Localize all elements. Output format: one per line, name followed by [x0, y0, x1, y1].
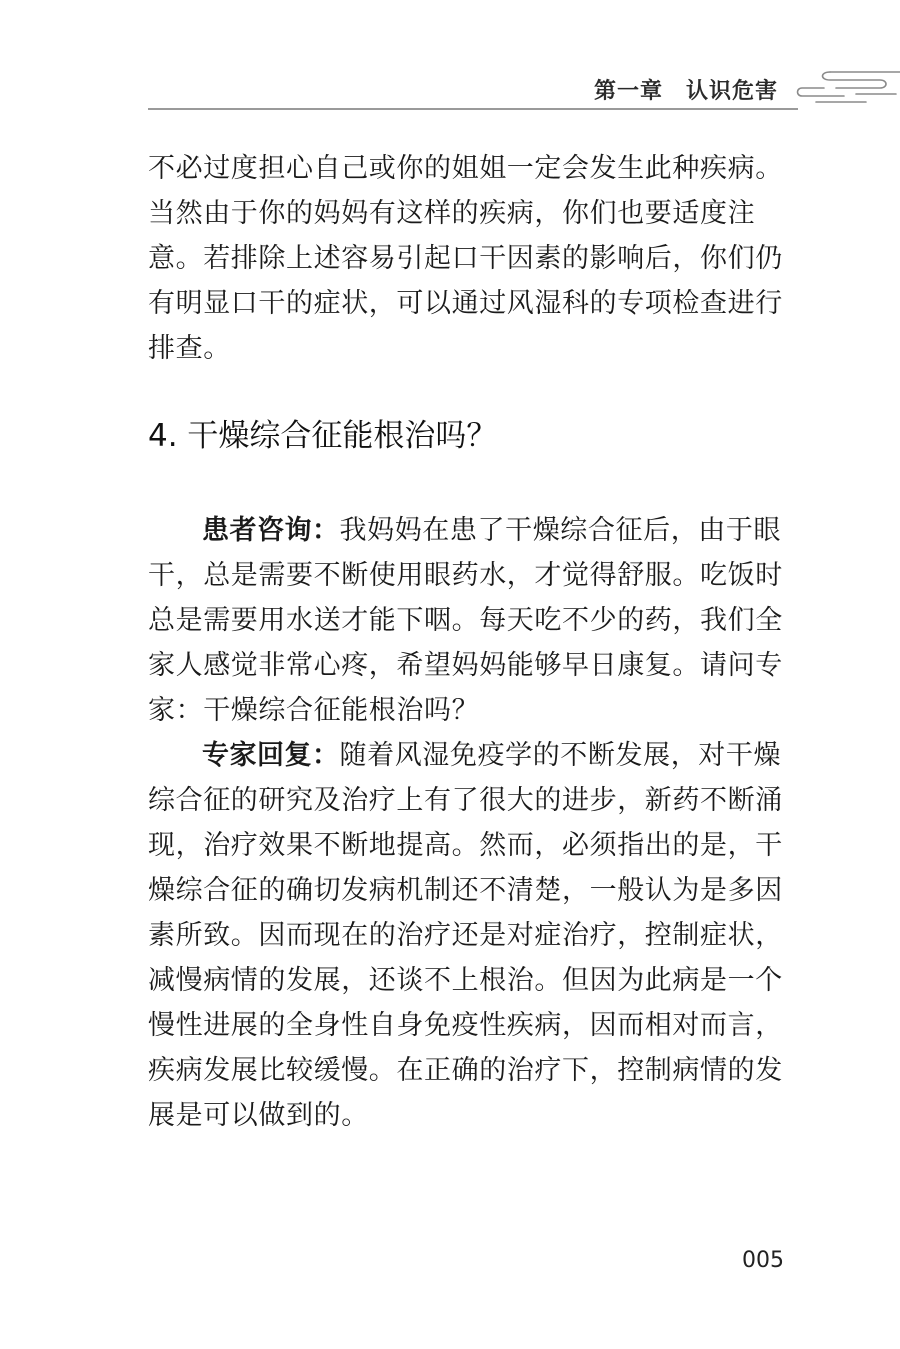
cloud-ornament-icon	[796, 66, 900, 106]
reply-label: 专家回复：	[202, 740, 340, 771]
consultation-paragraph	[148, 508, 784, 733]
consultation-label: 患者咨询：	[202, 515, 340, 546]
consultation-text: 我妈妈在患了干燥综合征后，由于眼干，总是需要不断使用眼药水，才觉得舒服。吃饭时总是需要用水送才能下咽。每天吃不少的药，我们全家人感觉非常心疼，希望妈妈能够早日康复。请问专家：干燥综合征能根治吗？	[148, 515, 783, 726]
section-heading: 4. 干燥综合征能根治吗？	[148, 418, 498, 454]
intro-paragraph: 不必过度担心自己或你的姐姐一定会发生此种疾病。当然由于你的妈妈有这样的疾病，你们也要适度注意。若排除上述容易引起口干因素的影响后，你们仍有明显口干的症状，可以通过风湿科的专项检查进行排查。	[148, 153, 783, 364]
reply-paragraph	[148, 733, 784, 1138]
reply-text: 随着风湿免疫学的不断发展，对干燥综合征的研究及治疗上有了很大的进步，新药不断涌现，治疗效果不断地提高。然而，必须指出的是，干燥综合征的确切发病机制还不清楚，一般认为是多因素所致。因而现在的治疗还是对症治疗，控制症状，减慢病情的发展，还谈不上根治。但因为此病是一个慢性进展的全身性自身免疫性疾病，因而相对而言，疾病发展比较缓慢。在正确的治疗下，控制病情的发展是可以做到的。	[148, 740, 783, 1131]
chapter-title: 第一章 认识危害	[593, 78, 778, 104]
header-divider	[148, 108, 798, 110]
page-number: 005	[742, 1248, 784, 1273]
